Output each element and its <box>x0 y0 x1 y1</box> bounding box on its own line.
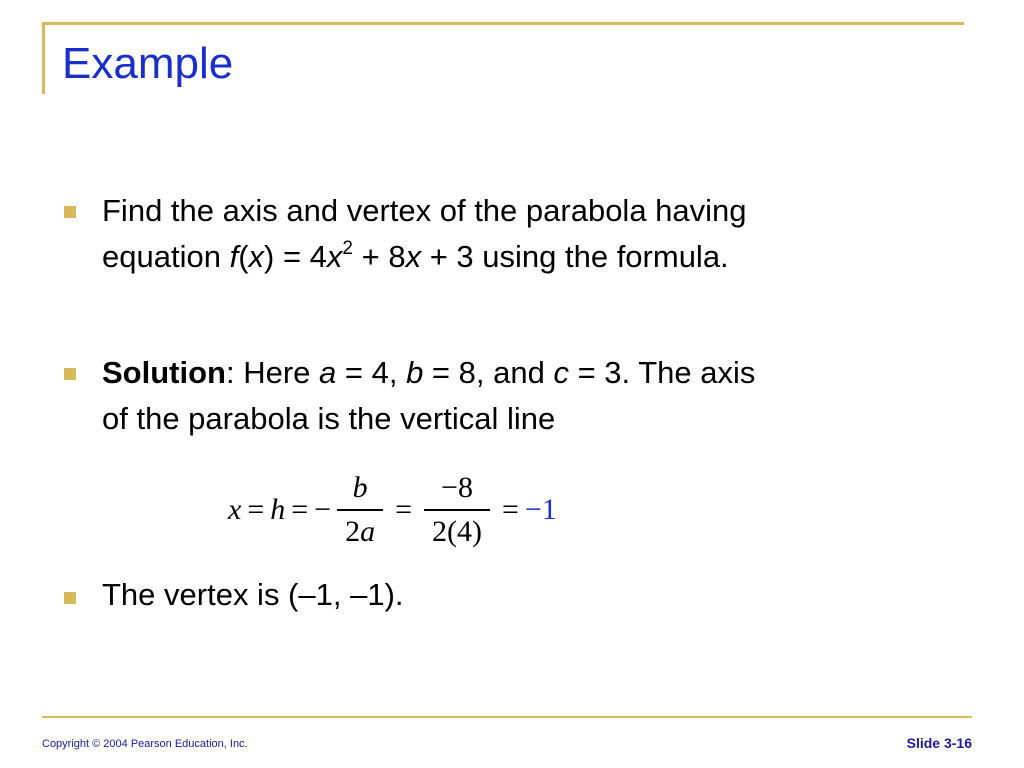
copyright-text: Copyright © 2004 Pearson Education, Inc. <box>42 738 248 750</box>
fraction-denominator <box>337 511 383 551</box>
bullet-text-3 <box>102 572 972 618</box>
bullet-1-text: + 8 <box>353 239 406 274</box>
axis-formula <box>228 462 557 558</box>
bullet-1-var-f: f <box>229 239 239 274</box>
formula-equals: = <box>502 493 519 526</box>
bullet-1-text: + 3 using the formula. <box>421 239 729 274</box>
bullet-1-var-x: x <box>248 239 265 274</box>
bullet-1-var-x: x <box>405 239 422 274</box>
bullet-2-text: : Here <box>225 355 320 390</box>
formula-h: h <box>270 493 286 526</box>
denominator-coefficient: 2 <box>345 515 361 548</box>
bullet-1-text: equation <box>102 239 230 274</box>
formula-result: −1 <box>524 493 557 526</box>
title-frame-left-border <box>42 22 45 94</box>
bullet-marker <box>64 206 76 218</box>
bullet-2-line-2: of the parabola is the vertical line <box>102 401 556 436</box>
bullet-2-var-a: a <box>319 355 337 390</box>
bullet-1-var-x: x <box>326 239 343 274</box>
bullet-marker <box>64 592 76 604</box>
title-frame-top-border <box>42 22 964 25</box>
fraction-numeric <box>424 469 490 551</box>
bullet-2-text: = 3. The axis <box>568 355 756 390</box>
bullet-1-text: ) = 4 <box>264 239 327 274</box>
slide-title: Example <box>62 39 234 88</box>
fraction-numerator: −8 <box>441 471 473 504</box>
bullet-1-line-1: Find the axis and vertex of the parabola having <box>102 193 747 228</box>
fraction-b-over-2a <box>337 469 383 551</box>
slide-number: Slide 3-16 <box>906 735 972 751</box>
bullet-2-var-b: b <box>406 355 424 390</box>
bullet-text-2 <box>102 350 972 442</box>
bullet-3-text: The vertex is (–1, –1). <box>102 577 404 612</box>
denominator-variable: a <box>360 515 376 548</box>
bullet-2-var-c: c <box>553 355 569 390</box>
bullet-1-paren: ( <box>238 239 249 274</box>
bullet-2-text: = 4, <box>336 355 407 390</box>
bullet-1-exponent: 2 <box>342 237 353 259</box>
footer-divider <box>42 716 972 718</box>
bullet-text-1 <box>102 188 972 280</box>
fraction-numerator: b <box>352 471 368 504</box>
formula-equals: = <box>395 493 413 526</box>
fraction-denominator: 2(4) <box>432 515 482 548</box>
bullet-marker <box>64 368 76 380</box>
formula-equals: = <box>291 493 309 526</box>
formula-x: x <box>228 493 242 526</box>
solution-label: Solution <box>102 355 226 390</box>
formula-equals: = <box>247 493 265 526</box>
bullet-2-text: = 8, and <box>423 355 554 390</box>
formula-minus: − <box>314 493 332 526</box>
